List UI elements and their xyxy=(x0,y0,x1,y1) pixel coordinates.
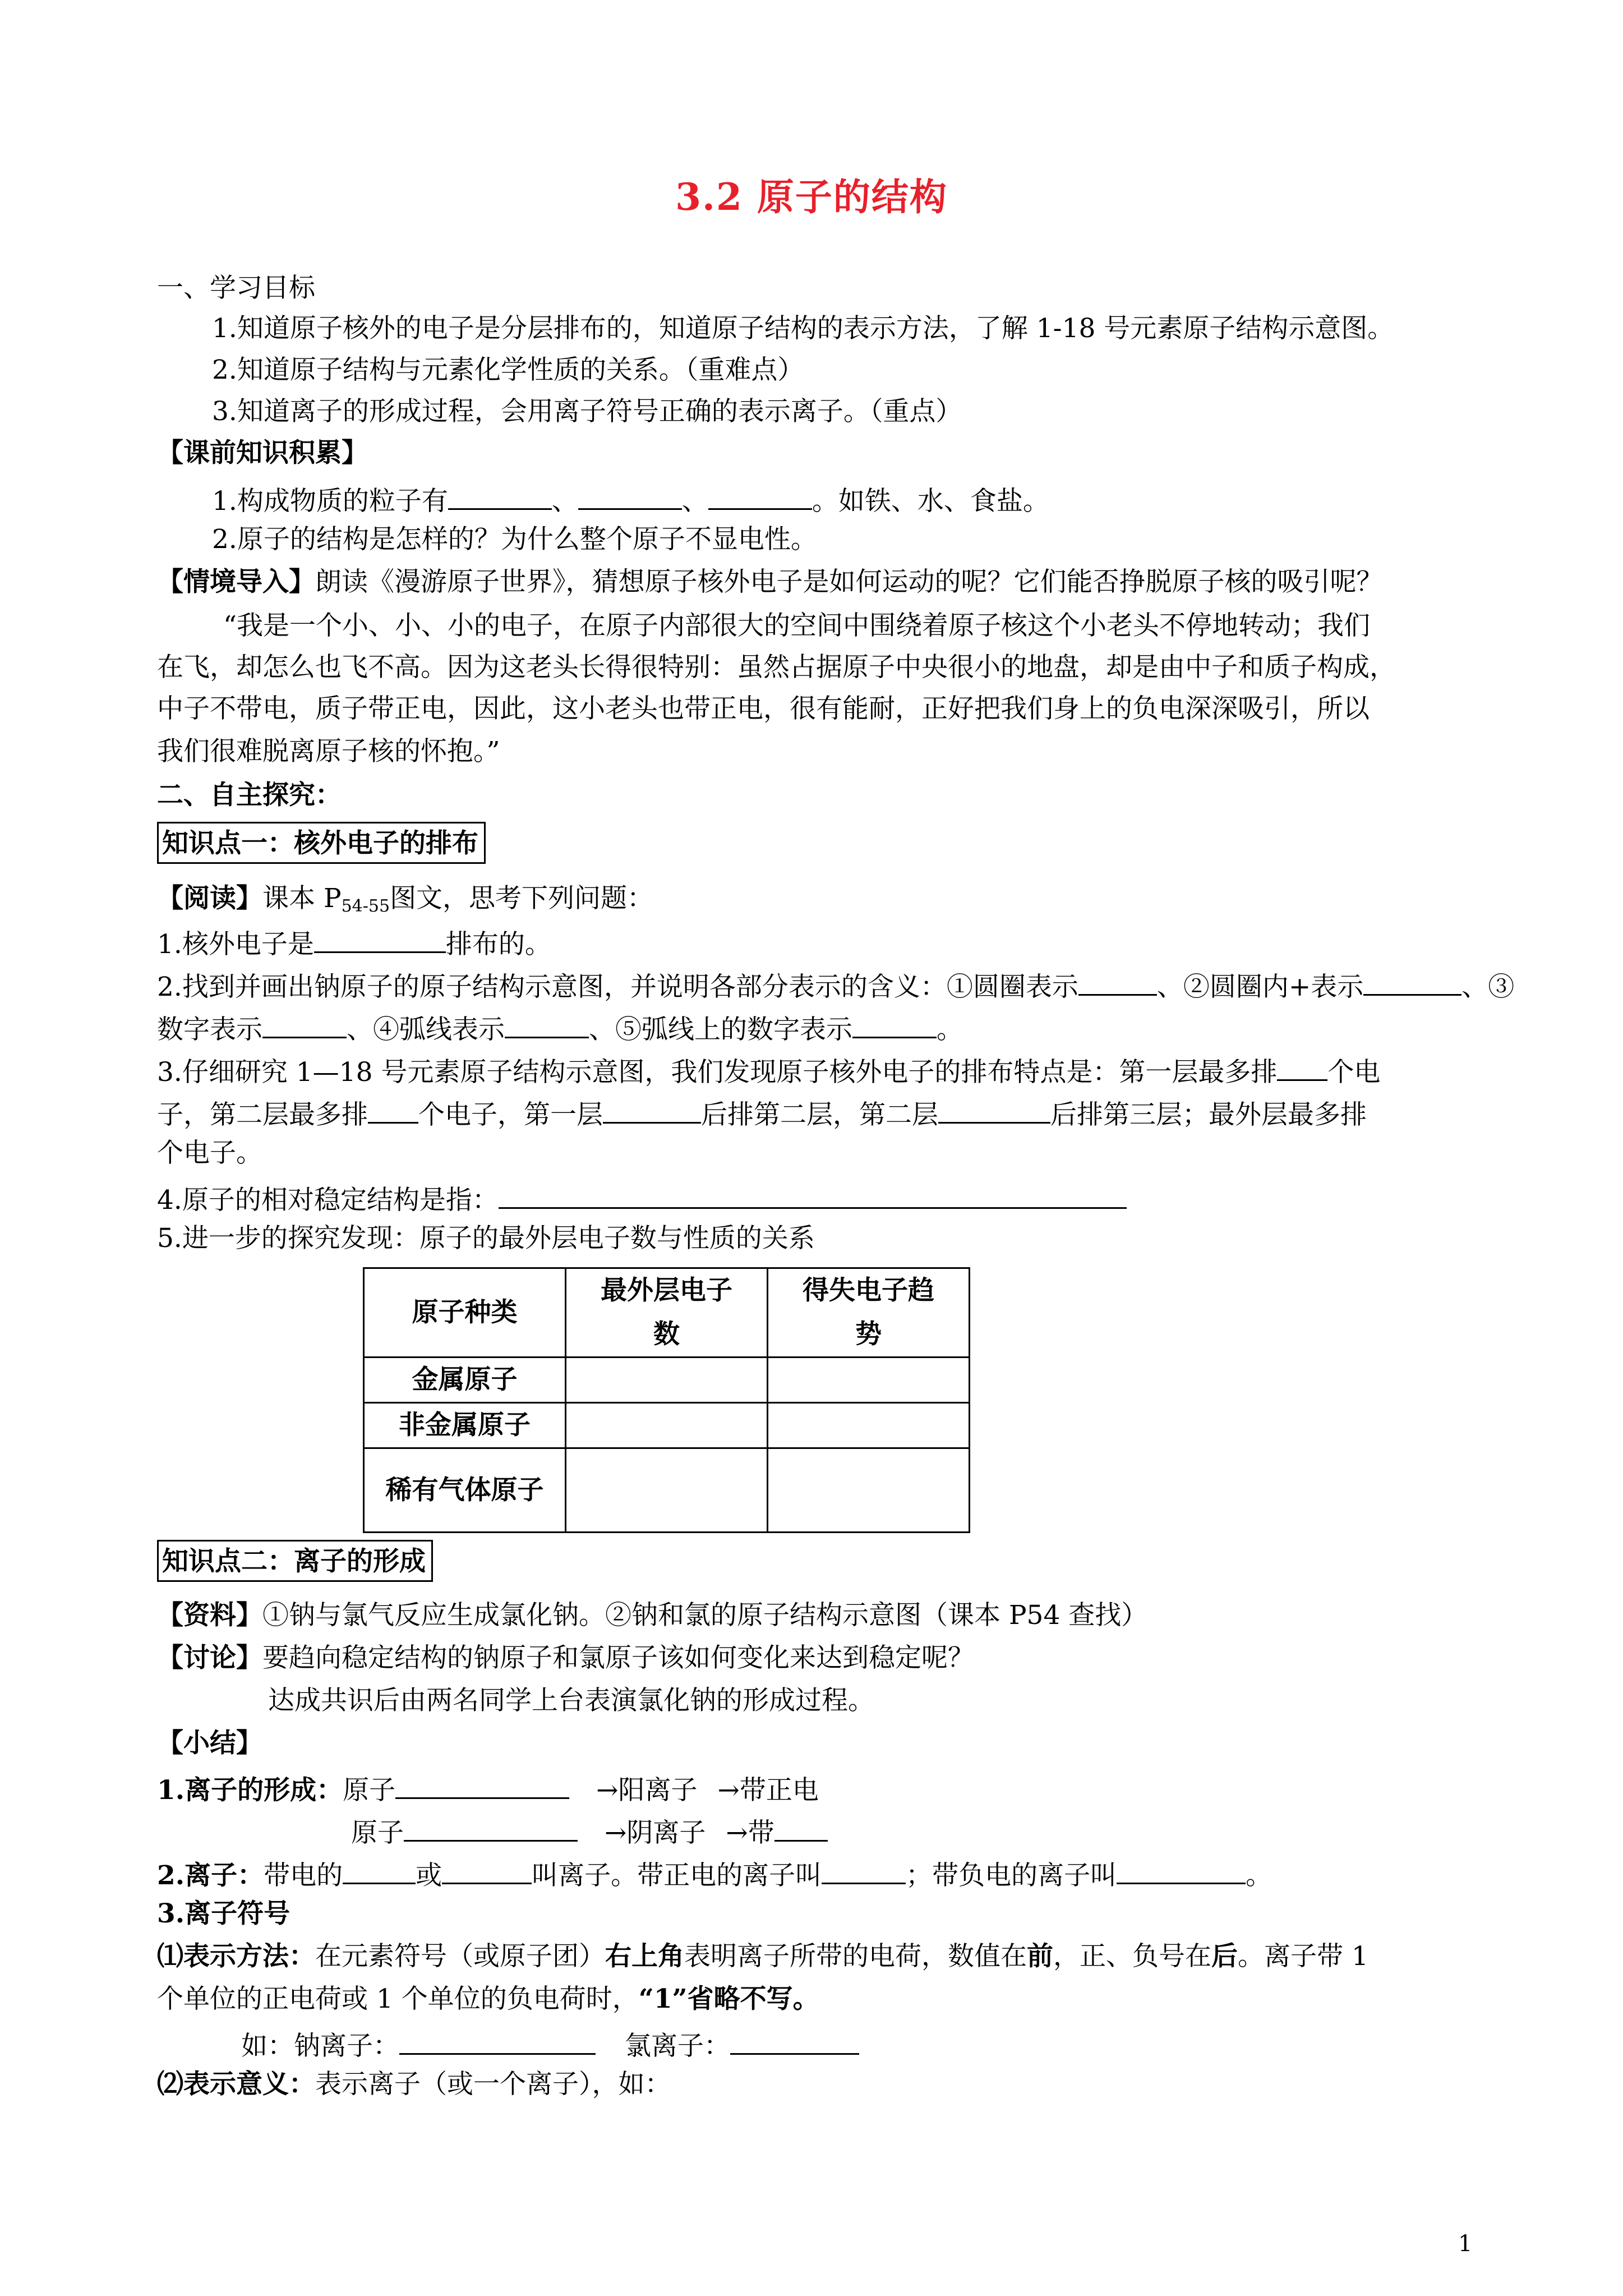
ion-formation-2: 原子 →阴离子 →带 xyxy=(351,1815,828,1846)
answer-blank[interactable] xyxy=(448,484,552,510)
preclass-heading: 【课前知识积累】 xyxy=(157,438,368,468)
goal-1: 1.知道原子核外的电子是分层排布的，知道原子结构的表示方法，了解 1-18 号元素原子结构示意图。 xyxy=(212,313,1394,344)
answer-blank[interactable] xyxy=(1277,1055,1327,1081)
answer-blank[interactable] xyxy=(603,1097,701,1124)
data-line: 【资料】①钠与氯气反应生成氯化钠。②钠和氯的原子结构示意图（课本 P54 查找） xyxy=(157,1600,1148,1631)
goal-3: 3.知道离子的形成过程，会用离子符号正确的表示离子。（重点） xyxy=(212,396,962,427)
notation-meaning: ⑵表示意义：表示离子（或一个离子），如： xyxy=(157,2069,671,2100)
intro-line: 【情境导入】朗读《漫游原子世界》，猜想原子核外电子是如何运动的呢？它们能否挣脱原子核的吸引呢？ xyxy=(157,567,1383,597)
answer-blank[interactable] xyxy=(1078,969,1157,996)
goals-heading: 一、学习目标 xyxy=(157,273,315,303)
table-row-label: 非金属原子 xyxy=(364,1403,566,1448)
intro-para-line: “我是一个小、小、小的电子，在原子内部很大的空间中围绕着原子核这个小老头不停地转动；我们 xyxy=(223,610,1371,641)
answer-blank[interactable] xyxy=(442,1858,532,1884)
answer-blank[interactable] xyxy=(938,1097,1050,1124)
knowledge-point-2: 知识点二：离子的形成 xyxy=(157,1548,433,1575)
answer-blank[interactable] xyxy=(314,927,446,953)
answer-blank[interactable] xyxy=(708,484,812,510)
table-cell[interactable] xyxy=(768,1358,970,1403)
answer-blank[interactable] xyxy=(368,1097,418,1124)
summary-heading: 【小结】 xyxy=(157,1728,262,1759)
page-number: 1 xyxy=(1458,2231,1473,2257)
notation-method: ⑴表示方法：在元素符号（或原子团）右上角表明离子所带的电荷，数值在前，正、负号在后。离子带 1 xyxy=(157,1941,1368,1972)
answer-blank[interactable] xyxy=(774,1815,828,1842)
table-row-label: 稀有气体原子 xyxy=(364,1448,566,1533)
ion-definition: 2.离子：带电的 或 叫离子。带正电的离子叫 ；带负电的离子叫 。 xyxy=(157,1858,1272,1889)
intro-para-line: 在飞，却怎么也飞不高。因为这老头长得很特别：虽然占据原子中央很小的地盘，却是由中子和质子构成， xyxy=(157,652,1396,683)
explore-q3-cont: 子，第二层最多排 个电子，第一层 后排第二层，第二层 后排第三层；最外层最多排 xyxy=(157,1097,1367,1128)
explore-q4: 4.原子的相对稳定结构是指： xyxy=(157,1182,1127,1213)
ion-symbol-heading: 3.离子符号 xyxy=(157,1898,291,1929)
goal-2: 2.知道原子结构与元素化学性质的关系。（重难点） xyxy=(212,355,804,385)
answer-blank[interactable] xyxy=(499,1182,1127,1209)
answer-blank[interactable] xyxy=(343,1858,416,1884)
answer-blank[interactable] xyxy=(404,1815,578,1842)
page-title: 3.2 原子的结构 xyxy=(675,175,948,219)
explore-heading: 二、自主探究： xyxy=(157,780,342,811)
answer-blank[interactable] xyxy=(578,484,682,510)
notation-example: 如：钠离子： 氯离子： xyxy=(241,2028,859,2059)
intro-para-line: 我们很难脱离原子核的怀抱。” xyxy=(157,736,500,767)
explore-q5: 5.进一步的探究发现：原子的最外层电子数与性质的关系 xyxy=(157,1223,815,1254)
answer-blank[interactable] xyxy=(399,2028,596,2055)
table-header: 最外层电子数 xyxy=(566,1268,768,1358)
knowledge-point-1: 知识点一：核外电子的排布 xyxy=(157,830,486,857)
intro-heading: 【情境导入】 xyxy=(157,567,315,597)
answer-blank[interactable] xyxy=(852,1012,937,1038)
electron-property-table xyxy=(363,1267,970,1533)
answer-blank[interactable] xyxy=(262,1012,347,1038)
intro-para-line: 中子不带电，质子带正电，因此，这小老头也带正电，很有能耐，正好把我们身上的负电深深吸引，所以 xyxy=(157,693,1370,724)
answer-blank[interactable] xyxy=(505,1012,589,1038)
explore-q2-cont: 数字表示 、④弧线表示 、⑤弧线上的数字表示 。 xyxy=(157,1012,963,1043)
table-row-label: 金属原子 xyxy=(364,1358,566,1403)
notation-method-cont: 个单位的正电荷或 1 个单位的负电荷时，“1”省略不写。 xyxy=(157,1984,819,2014)
table-cell[interactable] xyxy=(566,1358,768,1403)
discussion-line-2: 达成共识后由两名同学上台表演氯化钠的形成过程。 xyxy=(268,1685,874,1716)
discussion-line: 【讨论】要趋向稳定结构的钠原子和氯原子该如何变化来达到稳定呢？ xyxy=(157,1642,974,1673)
preclass-q2: 2.原子的结构是怎样的？为什么整个原子不显电性。 xyxy=(212,524,817,555)
table-header: 得失电子趋势 xyxy=(768,1268,970,1358)
answer-blank[interactable] xyxy=(1363,969,1461,996)
table-header: 原子种类 xyxy=(364,1268,566,1358)
answer-blank[interactable] xyxy=(395,1773,569,1799)
explore-q1: 1.核外电子是 排布的。 xyxy=(157,927,551,958)
preclass-q1: 1.构成物质的粒子有 、 、 。如铁、水、食盐。 xyxy=(212,484,1049,514)
table-cell[interactable] xyxy=(768,1403,970,1448)
answer-blank[interactable] xyxy=(822,1858,906,1884)
table-cell[interactable] xyxy=(566,1403,768,1448)
explore-q3: 3.仔细研究 1—18 号元素原子结构示意图，我们发现原子核外电子的排布特点是：第一层最多排 个电 xyxy=(157,1055,1380,1085)
table-cell[interactable] xyxy=(768,1448,970,1533)
answer-blank[interactable] xyxy=(730,2028,859,2055)
answer-blank[interactable] xyxy=(1117,1858,1246,1884)
read-line: 【阅读】课本 $P_{54-55}$图文，思考下列问题： xyxy=(157,883,654,916)
table-cell[interactable] xyxy=(566,1448,768,1533)
explore-q2: 2.找到并画出钠原子的原子结构示意图，并说明各部分表示的含义：①圆圈表示 、②圆圈内+表示 、③ xyxy=(157,969,1514,1000)
ion-formation-1: 1.离子的形成：原子 →阳离子 →带正电 xyxy=(157,1773,819,1803)
explore-q3-end: 个电子。 xyxy=(157,1138,262,1168)
